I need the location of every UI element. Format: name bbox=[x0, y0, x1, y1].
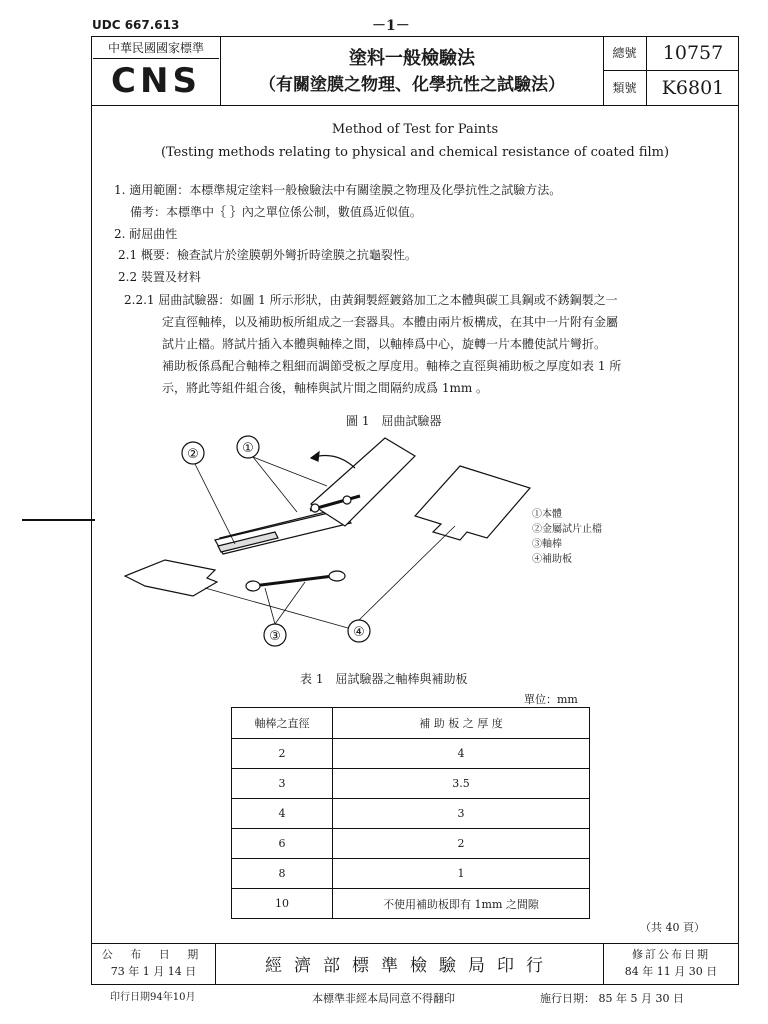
table-row bbox=[232, 739, 590, 769]
body-line: 備考：本標準中｛ ｝內之單位係公制，數值爲近似值。 bbox=[130, 205, 422, 219]
body-line: 試片止檔。將試片插入本體與軸棒之間，以軸棒爲中心，旋轉一片本體使試片彎折。 bbox=[162, 337, 607, 351]
class-number-row bbox=[603, 71, 739, 106]
legend-body: ①本體 bbox=[532, 509, 562, 520]
published-label: 公 布 日 期 bbox=[101, 948, 206, 961]
header-axle-diameter: 軸棒之直徑 bbox=[232, 708, 333, 739]
cell-thickness: 不使用補助板即有 1mm 之間隙 bbox=[333, 889, 590, 919]
callout-1: ① bbox=[242, 441, 254, 456]
cell-diameter: 8 bbox=[232, 859, 333, 889]
auxiliary-plate-right bbox=[415, 466, 530, 540]
table-caption: 表 1 屈試驗器之軸棒與補助板 bbox=[300, 672, 468, 686]
figure-caption: 圖 1 屈曲試驗器 bbox=[346, 414, 442, 428]
udc-code: UDC 667.613 bbox=[92, 18, 180, 32]
body-line: 2.2 裝置及材料 bbox=[118, 270, 201, 284]
body-line: 定直徑軸棒，以及補助板所組成之一套器具。本體由兩片板構成，在其中一片附有金屬 bbox=[162, 315, 619, 329]
margin-mark bbox=[22, 519, 95, 521]
legend-aux-plate: ④補助板 bbox=[532, 554, 572, 565]
cell-thickness: 3.5 bbox=[333, 769, 590, 799]
body-line: 示，將此等組件組合後，軸棒與試片間之間隔約成爲 1mm 。 bbox=[162, 381, 489, 395]
cell-diameter: 6 bbox=[232, 829, 333, 859]
body-line: 2.1 概要：檢查試片於塗膜朝外彎折時塗膜之抗龜裂性。 bbox=[118, 248, 417, 262]
spec-table bbox=[231, 707, 590, 919]
body-upper-plate bbox=[311, 438, 415, 526]
axle-rod bbox=[253, 576, 333, 586]
page-title: 塗料一般檢驗法 bbox=[349, 48, 475, 69]
cell-thickness: 3 bbox=[333, 799, 590, 829]
standard-name: 中華民國國家標準 bbox=[93, 38, 219, 59]
copyright-notice: 本標準非經本局同意不得翻印 bbox=[312, 992, 455, 1005]
table-row bbox=[232, 769, 590, 799]
body-line: 2. 耐屈曲性 bbox=[114, 227, 178, 241]
total-number-row bbox=[603, 36, 739, 71]
printer-name: 經濟部標準檢驗局印行 bbox=[265, 956, 555, 976]
body-line: 1. 適用範圍：本標準規定塗料一般檢驗法中有關塗膜之物理及化學抗性之試驗方法。 bbox=[114, 183, 562, 197]
cell-diameter: 4 bbox=[232, 799, 333, 829]
body-line: 2.2.1 屈曲試驗器：如圖 1 所示形狀，由黃銅製經鍍鉻加工之本體與碳工具鋼或不銹鋼製之一 bbox=[124, 293, 618, 307]
callout-3: ③ bbox=[269, 629, 281, 644]
revised-date: 84 年 11 月 30 日 bbox=[624, 965, 718, 978]
total-number-label: 總號 bbox=[603, 36, 647, 71]
published-date: 73 年 1 月 14 日 bbox=[110, 965, 197, 978]
print-date: 印行日期94年10月 bbox=[110, 992, 196, 1003]
table-row bbox=[232, 799, 590, 829]
body-line: 補助板係爲配合軸棒之粗細而調節受板之厚度用。軸棒之直徑與補助板之厚度如表 1 所 bbox=[162, 359, 622, 373]
english-title: Method of Test for Paints bbox=[331, 122, 499, 137]
table-header-row bbox=[232, 708, 590, 739]
header-plate-thickness: 補 助 板 之 厚 度 bbox=[333, 708, 590, 739]
effective-date: 施行日期： 85 年 5 月 30 日 bbox=[540, 992, 684, 1005]
cell-thickness: 2 bbox=[333, 829, 590, 859]
cell-diameter: 3 bbox=[232, 769, 333, 799]
class-number-label: 類號 bbox=[603, 71, 647, 106]
cell-diameter: 2 bbox=[232, 739, 333, 769]
total-number-value: 10757 bbox=[662, 42, 724, 64]
callout-4: ④ bbox=[353, 625, 365, 640]
total-pages: （共 40 頁） bbox=[640, 921, 705, 934]
auxiliary-plate-left bbox=[125, 560, 217, 596]
table-unit: 單位：mm bbox=[524, 693, 578, 706]
class-number-value: K6801 bbox=[661, 77, 725, 99]
table-row bbox=[232, 859, 590, 889]
english-subtitle: (Testing methods relating to physical and chemical resistance of coated film) bbox=[160, 145, 670, 160]
page-number: －1－ bbox=[372, 18, 410, 34]
legend-stopper: ②金屬試片止檔 bbox=[532, 524, 602, 535]
revised-label: 修訂公布日期 bbox=[632, 948, 710, 961]
cns-logo: CNS bbox=[111, 61, 201, 101]
legend-axle: ③軸棒 bbox=[532, 539, 562, 550]
cell-thickness: 1 bbox=[333, 859, 590, 889]
callout-2: ② bbox=[187, 447, 199, 462]
table-row bbox=[232, 829, 590, 859]
cell-thickness: 4 bbox=[333, 739, 590, 769]
page-subtitle: （有關塗膜之物理、化學抗性之試驗法） bbox=[259, 75, 565, 95]
table-row bbox=[232, 889, 590, 919]
cell-diameter: 10 bbox=[232, 889, 333, 919]
